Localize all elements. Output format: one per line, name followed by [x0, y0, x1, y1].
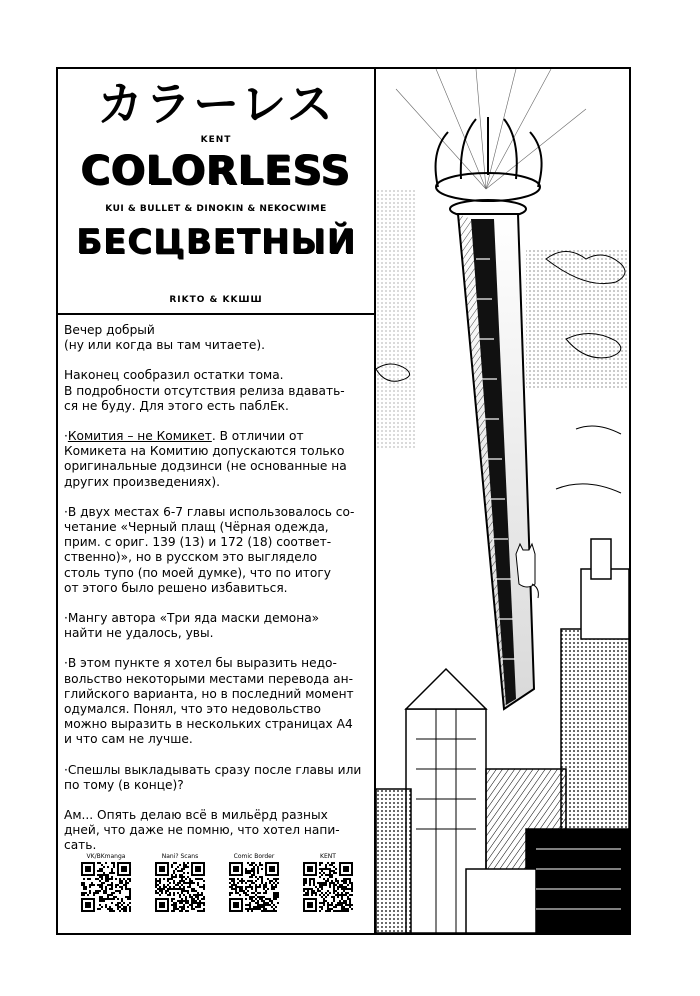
qr-label: VK/BKmanga [86, 853, 126, 860]
qr-code-icon [303, 862, 353, 912]
qr-code-icon [229, 862, 279, 912]
qr-label: Comic Border [233, 853, 275, 860]
note-release: Наконец сообразил остатки тома. В подробности отсутствия релиза вдавать- ся не буду. Для этого есть паблЕк. [64, 368, 345, 413]
qr-code-icon [81, 862, 131, 912]
note-closing: Ам... Опять делаю всё в мильёрд разных дней, что даже не помню, что хотел напи- сать. [64, 808, 340, 853]
qr-code-row [74, 853, 366, 917]
english-credits: KUI & BULLET & DINOKIN & NEKOCWIME [105, 204, 327, 214]
note-bullet: · [64, 429, 68, 444]
qr-kent[interactable] [296, 853, 360, 912]
tower-illustration-svg [376, 69, 629, 933]
note-black-cloak: ·В двух местах 6-7 главы использовалось со- четание «Черный плащ (Чёрная одежда, прим. с ориг. 139 (13) и 172 (18) соответ- ственно)», но в русском это выглядело столь тупо (по моей думке), что по итогу от этого было решено избавиться. [64, 504, 355, 595]
note-comitia [64, 429, 370, 490]
qr-comic-border[interactable] [222, 853, 286, 912]
title-panel [58, 69, 374, 313]
panel-divider-horizontal [56, 313, 376, 315]
note-greeting: Вечер добрый (ну или когда вы там читаете). [64, 323, 266, 353]
qr-vk[interactable] [74, 853, 138, 912]
author-name: KENT [200, 135, 232, 145]
note-author-manga: ·Мангу автора «Три яда маски демона» найти не удалось, увы. [64, 611, 320, 641]
tower-illustration [376, 69, 629, 933]
qr-nani-scans[interactable] [148, 853, 212, 912]
qr-label: Nani? Scans [161, 853, 199, 860]
qr-label: KENT [320, 853, 336, 860]
note-comitia-rest: . В отличии от Комикета на Комитию допускаются только оригинальные додзинси (не основанные на других произведениях). [64, 429, 347, 489]
qr-code-icon [155, 862, 205, 912]
russian-credits: RIKTO & KKШШ [169, 295, 263, 305]
japanese-title: カラーレス [97, 77, 335, 131]
translator-notes [64, 323, 370, 869]
note-specials: ·Спешлы выкладывать сразу после главы или по тому (в конце)? [64, 762, 362, 792]
note-translation: ·В этом пункте я хотел бы выразить недо- вольство некоторыми местами перевода ан- глийского варианта, но в последний момент одумался. Понял, что это недовольство можно выразить в нескольких страницах А4 и что сам не лучше. [64, 656, 354, 747]
russian-title: БЕСЦВЕТНЫЙ [75, 222, 357, 262]
note-comitia-underlined: Комития – не Комикет [67, 429, 212, 444]
english-title: COLORLESS [81, 148, 351, 194]
